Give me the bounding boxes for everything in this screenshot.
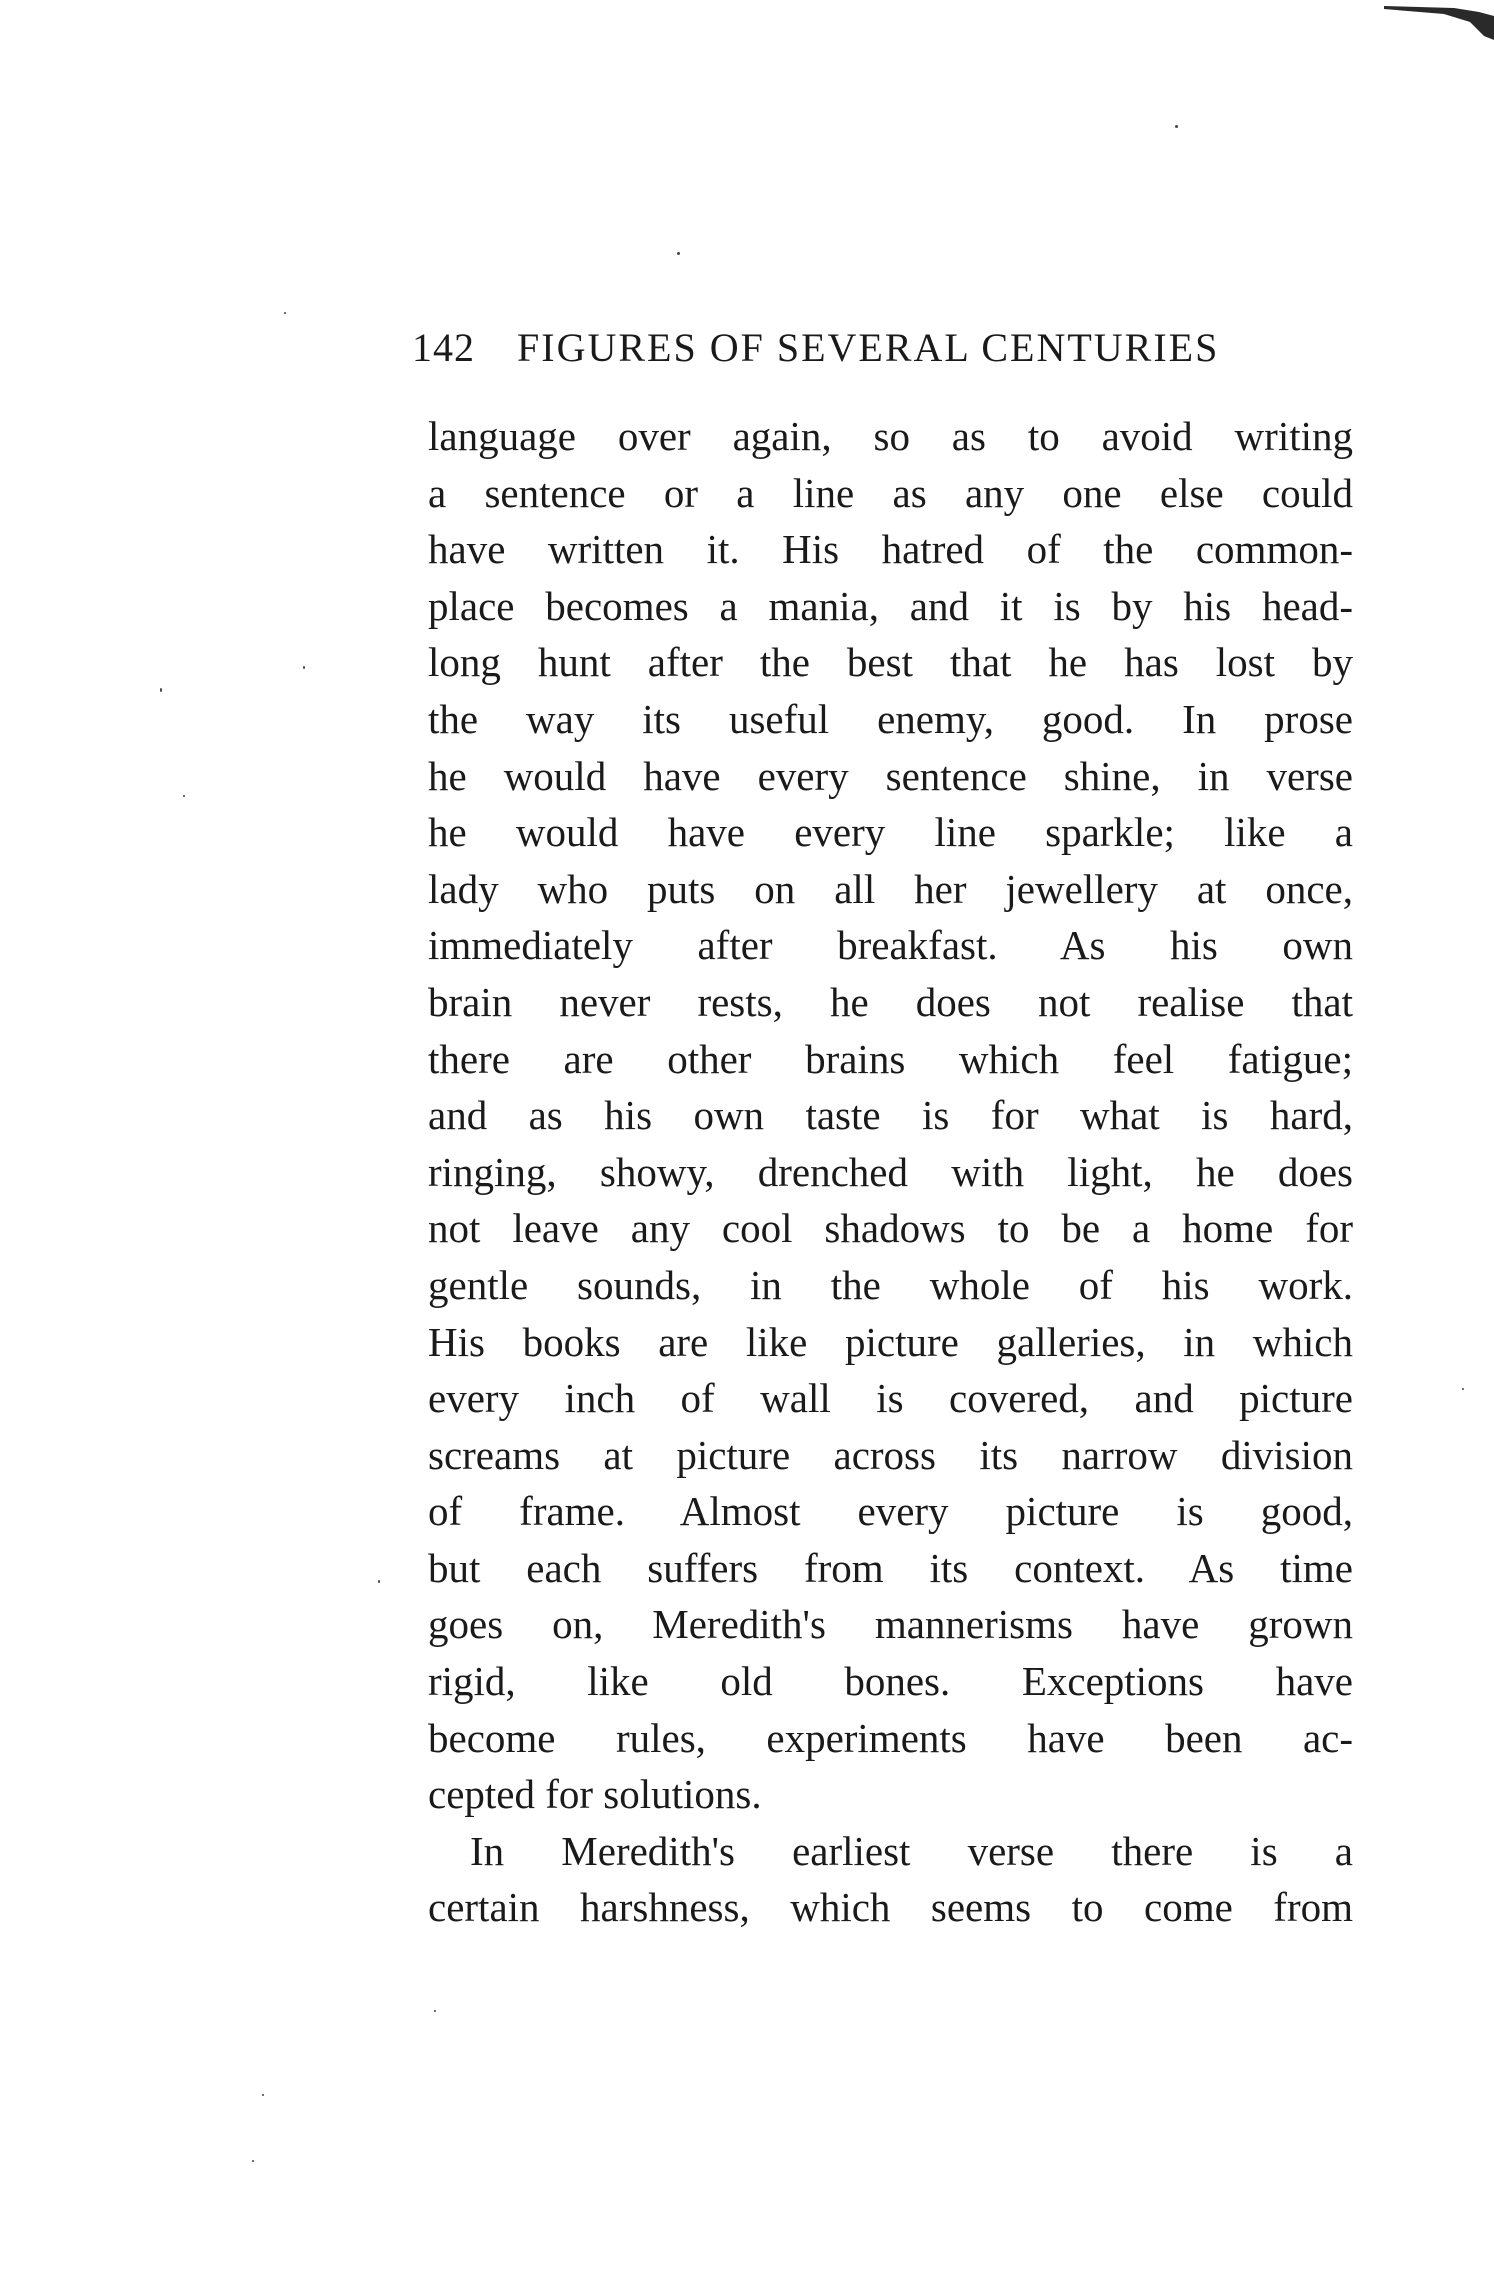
text-line: certain harshness, which seems to come from: [428, 1884, 1353, 1931]
scan-speck: [183, 795, 185, 797]
paragraph-1: [428, 408, 1353, 1823]
text-line: a sentence or a line as any one else could: [428, 469, 1353, 516]
scan-speck: [303, 666, 305, 669]
text-line: cepted for solutions.: [428, 1771, 762, 1818]
text-line: of frame. Almost every picture is good,: [428, 1488, 1353, 1535]
scan-speck: [378, 1580, 380, 1583]
text-line: lady who puts on all her jewellery at once,: [428, 865, 1353, 912]
text-line: brain never rests, he does not realise that: [428, 978, 1353, 1025]
text-line: goes on, Meredith's mannerisms have grown: [428, 1601, 1353, 1648]
paragraph-2: [428, 1823, 1353, 1936]
text-line: place becomes a mania, and it is by his head-: [428, 582, 1353, 629]
text-line: gentle sounds, in the whole of his work.: [428, 1261, 1353, 1308]
text-line: become rules, experiments have been ac-: [428, 1714, 1353, 1761]
scan-speck: [1175, 125, 1178, 128]
text-line: immediately after breakfast. As his own: [428, 922, 1353, 969]
text-line: In Meredith's earliest verse there is a: [470, 1827, 1353, 1874]
scan-speck: [284, 312, 286, 314]
body-text: [428, 408, 1353, 1936]
scan-speck: [1462, 1388, 1464, 1390]
scan-speck: [262, 2094, 264, 2096]
text-line: there are other brains which feel fatigue;: [428, 1035, 1353, 1082]
text-line: not leave any cool shadows to be a home for: [428, 1205, 1353, 1252]
text-line: the way its useful enemy, good. In prose: [428, 695, 1353, 742]
page-number: 142: [412, 325, 475, 370]
text-line: and as his own taste is for what is hard,: [428, 1092, 1353, 1139]
text-line: long hunt after the best that he has lost by: [428, 639, 1353, 686]
text-line: screams at picture across its narrow division: [428, 1431, 1353, 1478]
text-line: language over again, so as to avoid writing: [428, 413, 1353, 459]
scan-edge-mark: [1384, 0, 1494, 40]
scan-speck: [252, 2160, 254, 2162]
text-line: have written it. His hatred of the common-: [428, 526, 1353, 573]
text-line: His books are like picture galleries, in which: [428, 1318, 1353, 1365]
text-line: but each suffers from its context. As time: [428, 1544, 1353, 1591]
text-line: rigid, like old bones. Exceptions have: [428, 1658, 1353, 1705]
scan-speck: [677, 252, 680, 255]
text-line: he would have every sentence shine, in verse: [428, 752, 1353, 799]
scan-speck: [160, 688, 162, 692]
running-title: FIGURES OF SEVERAL CENTURIES: [517, 325, 1220, 370]
scan-speck: [434, 2010, 436, 2012]
running-head: [412, 318, 1332, 378]
text-line: he would have every line sparkle; like a: [428, 809, 1353, 856]
text-line: ringing, showy, drenched with light, he does: [428, 1148, 1353, 1195]
text-line: every inch of wall is covered, and picture: [428, 1375, 1353, 1422]
